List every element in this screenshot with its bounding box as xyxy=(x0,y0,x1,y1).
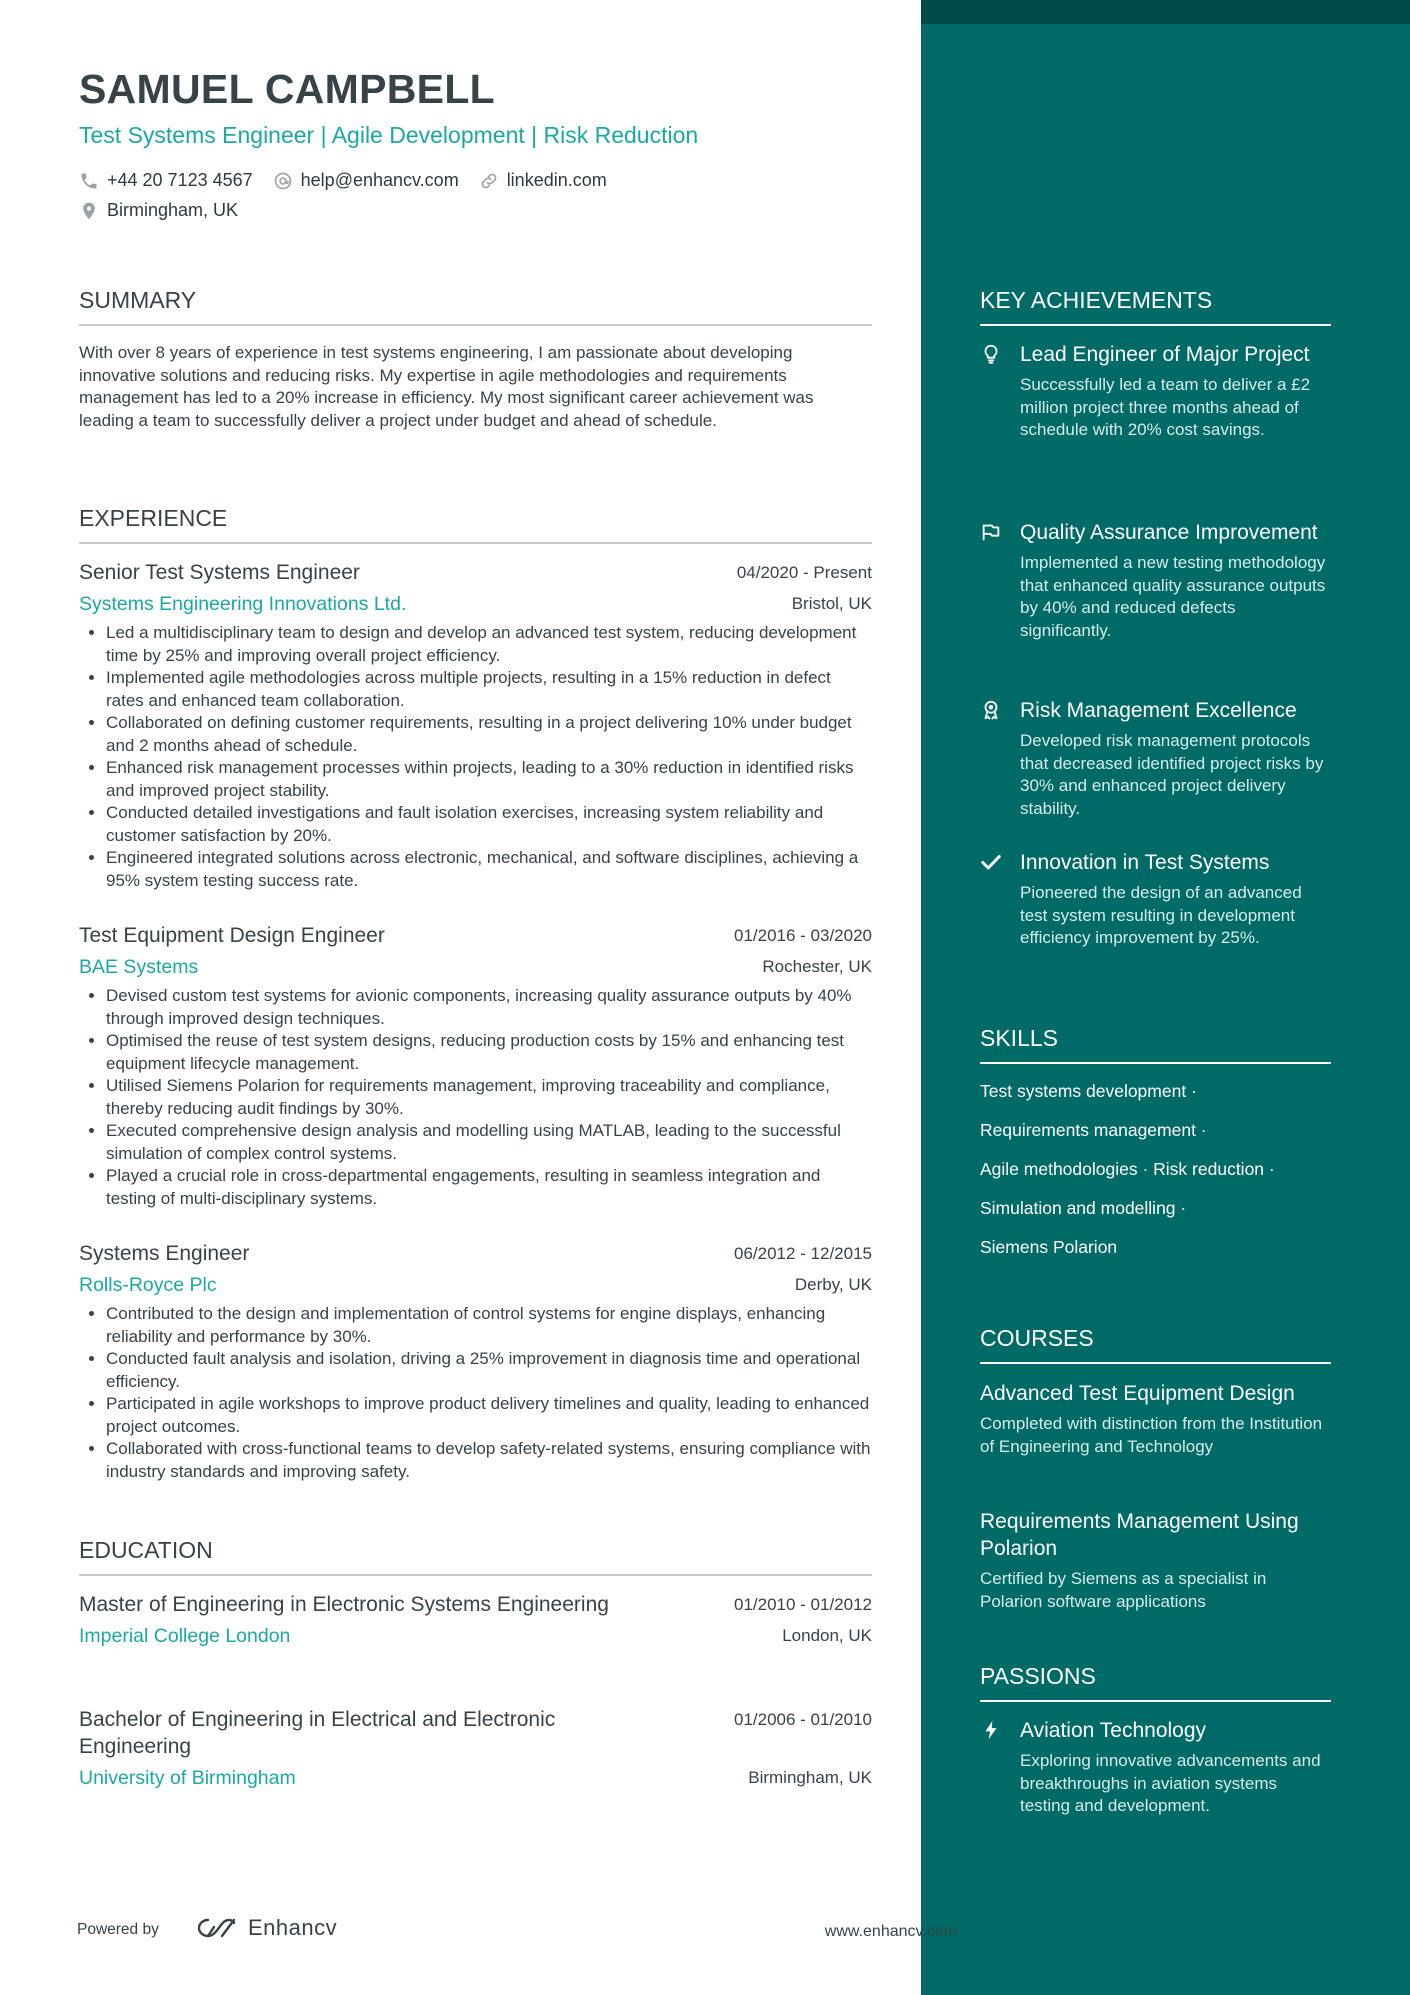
bullet-item: • Conducted detailed investigations and fault isolation exercises, increasing system reliability and customer satisfaction by 20%. xyxy=(106,802,872,847)
job-entry xyxy=(79,559,872,892)
enhancv-logo-icon xyxy=(194,1915,240,1941)
achievement-desc: Developed risk management protocols that decreased identified project risks by 30% and enhanced project delivery stability. xyxy=(1020,731,1324,818)
education-entry xyxy=(79,1706,872,1790)
education-date: 01/2010 - 01/2012 xyxy=(733,1595,872,1614)
course-title: Requirements Management Using Polarion xyxy=(980,1510,1299,1560)
contact-email[interactable] xyxy=(273,170,459,191)
company-name: BAE Systems xyxy=(79,956,199,978)
email-text: help@enhancv.com xyxy=(300,170,459,190)
achievement-title: Lead Engineer of Major Project xyxy=(1020,343,1310,366)
achievements-heading: KEY ACHIEVEMENTS xyxy=(980,287,1331,326)
company-name: Rolls-Royce Plc xyxy=(79,1274,217,1296)
job-title: Systems Engineer xyxy=(79,1242,250,1265)
bullet-item: • Conducted fault analysis and isolation, driving a 25% improvement in diagnosis time and operational efficiency. xyxy=(106,1348,872,1393)
bullet-item: • Engineered integrated solutions across electronic, mechanical, and software disciplines, achieving a 95% system testing success rate. xyxy=(106,847,872,892)
experience-heading: EXPERIENCE xyxy=(79,505,872,544)
company-name: Systems Engineering Innovations Ltd. xyxy=(79,593,407,615)
achievement-item xyxy=(980,849,1331,950)
achievement-desc: Implemented a new testing methodology that enhanced quality assurance outputs by 40% and reduced defects significantly. xyxy=(1020,553,1326,640)
passions-heading: PASSIONS xyxy=(980,1663,1331,1702)
location-text: Birmingham, UK xyxy=(107,200,239,220)
contact-row-2 xyxy=(79,200,258,221)
achievement-item xyxy=(980,697,1331,820)
course-item xyxy=(980,1380,1331,1458)
skill-line: Simulation and modelling · xyxy=(980,1198,1187,1218)
summary-heading: SUMMARY xyxy=(79,287,872,326)
bullet-item: • Optimised the reuse of test system designs, reducing production costs by 15% and enhancing test equipment lifecycle management. xyxy=(106,1030,872,1075)
job-bullets xyxy=(79,1303,872,1483)
achievement-title: Risk Management Excellence xyxy=(1020,699,1297,722)
skill-line: Test systems development · xyxy=(980,1081,1197,1101)
course-desc: Certified by Siemens as a specialist in Polarion software applications xyxy=(980,1569,1267,1611)
job-location: Derby, UK xyxy=(794,1275,872,1294)
achievements-section xyxy=(980,287,1331,326)
passions-section xyxy=(980,1663,1331,1702)
job-date: 06/2012 - 12/2015 xyxy=(733,1244,872,1263)
award-icon xyxy=(980,699,1002,721)
achievement-desc: Successfully led a team to deliver a £2 million project three months ahead of schedule with 20% cost savings. xyxy=(1020,375,1311,439)
course-item xyxy=(980,1508,1331,1613)
passion-desc: Exploring innovative advancements and breakthroughs in aviation systems testing and development. xyxy=(1020,1751,1321,1815)
passion-title: Aviation Technology xyxy=(1020,1719,1207,1742)
website-link[interactable]: www.enhancv.com xyxy=(824,1923,957,1940)
degree-title: Master of Engineering in Electronic Systems Engineering xyxy=(79,1593,609,1616)
school-location: London, UK xyxy=(782,1626,872,1645)
achievement-desc: Pioneered the design of an advanced test system resulting in development efficiency improvement by 25%. xyxy=(1020,883,1302,947)
bullet-item: • Implemented agile methodologies across multiple projects, resulting in a 15% reduction in defect rates and enhanced team collaboration. xyxy=(106,667,872,712)
achievement-title: Innovation in Test Systems xyxy=(1020,851,1270,874)
bullet-item: • Participated in agile workshops to improve product delivery timelines and quality, leading to enhanced project outcomes. xyxy=(106,1393,872,1438)
skill-line: Siemens Polarion xyxy=(980,1237,1118,1257)
enhancv-brand: Enhancv xyxy=(248,1915,338,1940)
powered-by-label: Powered by xyxy=(77,1921,159,1938)
candidate-name: SAMUEL CAMPBELL xyxy=(79,66,496,112)
bullet-item: • Led a multidisciplinary team to design and develop an advanced test system, reducing development time by 25% and improving overall project efficiency. xyxy=(106,622,872,667)
contact-phone[interactable] xyxy=(79,170,253,191)
bullet-item: • Enhanced risk management processes within projects, leading to a 30% reduction in identified risks and improved project stability. xyxy=(106,757,872,802)
job-date: 04/2020 - Present xyxy=(736,563,872,582)
achievement-title: Quality Assurance Improvement xyxy=(1020,521,1318,544)
course-title: Advanced Test Equipment Design xyxy=(980,1382,1295,1405)
checkmark-icon xyxy=(980,851,1002,873)
job-entry xyxy=(79,1240,872,1483)
bullet-item: • Collaborated with cross-functional teams to develop safety-related systems, ensuring compliance with industry standards and improving safety. xyxy=(106,1438,872,1483)
education-entry xyxy=(79,1591,872,1648)
bullet-item: • Contributed to the design and implementation of control systems for engine displays, enhancing reliability and performance by 30%. xyxy=(106,1303,872,1348)
job-location: Bristol, UK xyxy=(791,594,872,613)
job-bullets xyxy=(79,622,872,892)
contact-linkedin[interactable] xyxy=(479,170,607,191)
achievement-item xyxy=(980,341,1331,442)
bullet-item: • Devised custom test systems for avionic components, increasing quality assurance outputs by 40% through improved design techniques. xyxy=(106,985,872,1030)
contact-row xyxy=(79,170,627,191)
job-bullets xyxy=(79,985,872,1210)
education-heading: EDUCATION xyxy=(79,1537,872,1576)
job-date: 01/2016 - 03/2020 xyxy=(733,926,872,945)
candidate-tagline: Test Systems Engineer | Agile Development | Risk Reduction xyxy=(79,122,699,148)
skills-section xyxy=(980,1025,1331,1064)
passion-item xyxy=(980,1717,1331,1818)
summary-text: With over 8 years of experience in test systems engineering, I am passionate about developing innovative solutions and reducing risks. My expertise in agile methodologies and requirements management has led to a 20% increase in efficiency. My most significant career achievement was leading a team to successfully deliver a project under budget and ahead of schedule. xyxy=(79,343,814,430)
linkedin-text: linkedin.com xyxy=(506,170,607,190)
bullet-item: • Collaborated on defining customer requirements, resulting in a project delivering 10% under budget and 2 months ahead of schedule. xyxy=(106,712,872,757)
phone-icon xyxy=(79,171,99,191)
skill-line: Requirements management · xyxy=(980,1120,1207,1140)
lightbulb-icon xyxy=(980,343,1002,365)
school-location: Birmingham, UK xyxy=(748,1768,872,1787)
location-pin-icon xyxy=(79,201,99,221)
flag-icon xyxy=(980,521,1002,543)
at-icon xyxy=(273,171,293,191)
sidebar-top-band xyxy=(921,0,1410,24)
bullet-item: • Played a crucial role in cross-departmental engagements, resulting in seamless integration and testing of multi-disciplinary systems. xyxy=(106,1165,872,1210)
education-date: 01/2006 - 01/2010 xyxy=(733,1710,872,1729)
school-name: University of Birmingham xyxy=(79,1767,296,1789)
school-name: Imperial College London xyxy=(79,1625,291,1647)
degree-title: Bachelor of Engineering in Electrical and Electronic Engineering xyxy=(79,1708,556,1758)
courses-section xyxy=(980,1325,1331,1364)
job-entry xyxy=(79,922,872,1210)
bullet-item: • Utilised Siemens Polarion for requirements management, improving traceability and compliance, thereby reducing audit findings by 30%. xyxy=(106,1075,872,1120)
bullet-item: • Executed comprehensive design analysis and modelling using MATLAB, leading to the successful simulation of complex control systems. xyxy=(106,1120,872,1165)
lightning-icon xyxy=(980,1719,1002,1741)
skills-heading: SKILLS xyxy=(980,1025,1331,1064)
link-icon xyxy=(479,171,499,191)
achievement-item xyxy=(980,519,1331,642)
job-title: Test Equipment Design Engineer xyxy=(79,924,385,947)
job-title: Senior Test Systems Engineer xyxy=(79,561,360,584)
courses-heading: COURSES xyxy=(980,1325,1331,1364)
job-location: Rochester, UK xyxy=(762,957,872,976)
course-desc: Completed with distinction from the Institution of Engineering and Technology xyxy=(980,1414,1323,1456)
phone-text: +44 20 7123 4567 xyxy=(107,170,253,190)
skill-line: Agile methodologies · Risk reduction · xyxy=(980,1159,1275,1179)
enhancv-logo[interactable] xyxy=(194,1915,337,1941)
contact-location xyxy=(79,200,238,221)
